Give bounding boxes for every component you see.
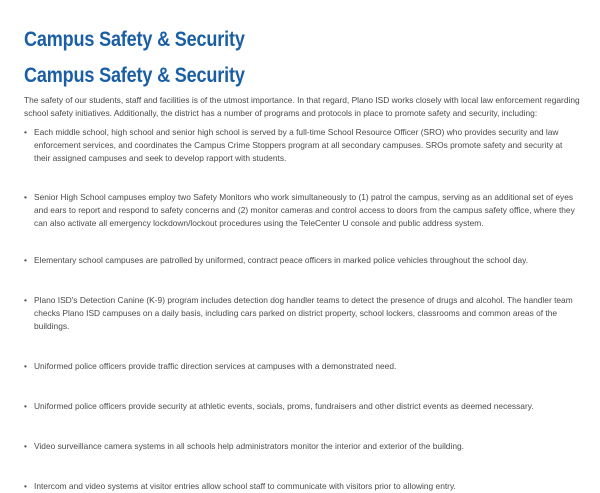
list-item-text: Senior High School campuses employ two Safety Monitors who work simultaneously to (1) patrol the campus, serving as an additional set of eyes and ears to report and respond to safety concerns and (2) monitor cameras and control access to doors from the campus safety office, where they can also activate all emergency lockdown/lockout procedures using the TeleCenter U console and public address system. bbox=[34, 192, 575, 228]
bullet-icon: • bbox=[24, 441, 27, 451]
list-item-text: Intercom and video systems at visitor entries allow school staff to communicate with visitors prior to allowing entry. bbox=[34, 481, 456, 491]
bullet-icon: • bbox=[24, 192, 27, 202]
list-item bbox=[24, 480, 580, 493]
list-item bbox=[24, 254, 580, 267]
list-item-text: Elementary school campuses are patrolled by uniformed, contract peace officers in marked police vehicles throughout the school day. bbox=[34, 255, 529, 265]
list-item bbox=[24, 126, 580, 165]
list-item-text: Plano ISD's Detection Canine (K-9) program includes detection dog handler teams to detect the presence of drugs and alcohol. The handler team checks Plano ISD campuses on a daily basis, including cars parked on district property, school lockers, classrooms and common areas of the buildings. bbox=[34, 295, 573, 331]
bullet-icon: • bbox=[24, 401, 27, 411]
list-item bbox=[24, 400, 580, 413]
safety-programs-list bbox=[24, 126, 580, 493]
bullet-icon: • bbox=[24, 481, 27, 491]
bullet-icon: • bbox=[24, 127, 27, 137]
list-item-text: Uniformed police officers provide security at athletic events, socials, proms, fundraisers and other district events as deemed necessary. bbox=[34, 401, 534, 411]
list-item bbox=[24, 360, 580, 373]
list-item-text: Uniformed police officers provide traffic direction services at campuses with a demonstrated need. bbox=[34, 361, 397, 371]
list-item bbox=[24, 294, 580, 333]
bullet-icon: • bbox=[24, 361, 27, 371]
bullet-icon: • bbox=[24, 255, 27, 265]
section-title: Campus Safety & Security bbox=[24, 64, 245, 87]
page-title: Campus Safety & Security bbox=[24, 28, 245, 51]
list-item bbox=[24, 440, 580, 453]
list-item-text: Video surveillance camera systems in all schools help administrators monitor the interior and exterior of the building. bbox=[34, 441, 464, 451]
page-content bbox=[24, 26, 580, 493]
list-item-text: Each middle school, high school and senior high school is served by a full-time School Resource Officer (SRO) who provides security and law enforcement services, and coordinates the Campus Crime Stoppers program at all secondary campuses. SROs promote safety and security at their assigned campuses and seek to develop rapport with students. bbox=[34, 127, 563, 163]
intro-paragraph: The safety of our students, staff and facilities is of the utmost importance. In that regard, Plano ISD works closely with local law enforcement regarding school safety initiatives. Additionally, the district has a number of programs and protocols in place to promote safety and security, including: bbox=[24, 95, 580, 118]
list-item bbox=[24, 191, 580, 230]
bullet-icon: • bbox=[24, 295, 27, 305]
